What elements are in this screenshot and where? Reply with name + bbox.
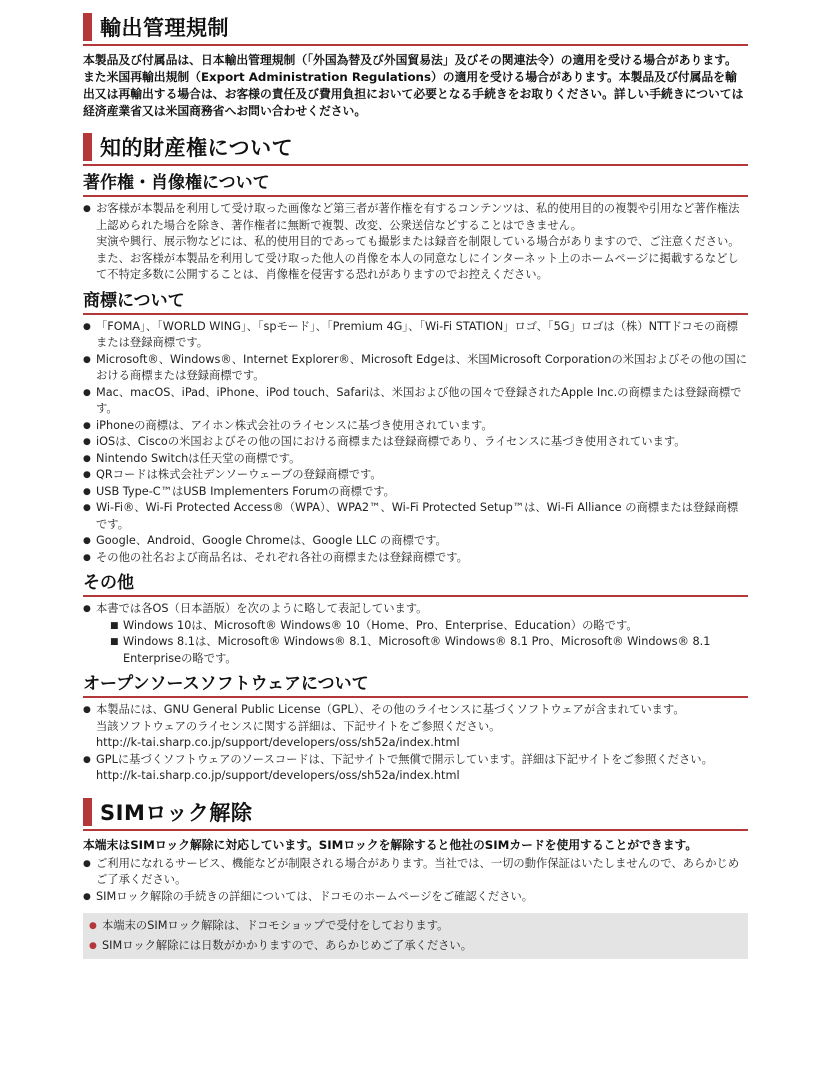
section-title: 輸出管理規制 (100, 16, 229, 40)
os-abbrev-list (96, 618, 748, 668)
heading-accent-bar (83, 798, 92, 826)
oss-list (83, 702, 748, 785)
section-heading-export (83, 10, 748, 46)
sub-list-item: ■ Windows 8.1は、Microsoft® Windows® 8.1、Microsoft® Windows® 8.1 Pro、Microsoft® Windows® 8.1 Enterpriseの略です。 (110, 634, 748, 667)
copyright-list (83, 201, 748, 284)
section-heading-ip (83, 130, 748, 166)
subheading-other: その他 (83, 572, 748, 597)
section-title: SIMロック解除 (100, 800, 253, 825)
list-item: ● お客様が本製品を利用して受け取った画像など第三者が著作権を有するコンテンツは、私的使用目的の複製や引用など著作権法上認められた場合を除き、著作権者に無断で複製、改変、公衆送信などすることはできません。 実演や興行、展示物などには、私的使用目的であっても撮影または録音を制限している場合がありますので、ご注意ください。また、お客様が本製品を利用して受け取った他人の肖像を本人の同意なしにインターネット上のホームページに掲載するなどして不特定多数に公開することは、肖像権を侵害する恐れがありますのでお控えください。 (83, 201, 748, 284)
oss-url: http://k-tai.sharp.co.jp/support/developers/oss/sh52a/index.html (96, 769, 460, 782)
list-item: ● 本書では各OS（日本語版）を次のように略して表記しています。 ■ Windows 10は、Microsoft® Windows® 10（Home、Pro、Enterprise、Education）の略です。 ■ Windows 8.1は、Microsoft® Windows® 8.1、Microsoft® Windows® 8.1 Pro、Microsoft® Windows® 8.1 Enterpriseの略です。 (83, 601, 748, 667)
list-item: ● Microsoft®、Windows®、Internet Explorer®、Microsoft Edgeは、米国Microsoft Corporationの米国およびその他の国における商標または登録商標です。 (83, 352, 748, 385)
list-item: ● Wi-Fi®、Wi-Fi Protected Access®（WPA）、WPA2™、Wi-Fi Protected Setup™は、Wi-Fi Alliance の商標または登録商標です。 (83, 500, 748, 533)
sim-body: 本端末はSIMロック解除に対応しています。SIMロックを解除すると他社のSIMカードを使用することができます。 (83, 837, 698, 852)
note-item: ● 本端末のSIMロック解除は、ドコモショップで受付をしております。 (89, 916, 742, 936)
list-item: ● USB Type-C™はUSB Implementers Forumの商標です。 (83, 484, 748, 501)
list-item: ● GPLに基づくソフトウェアのソースコードは、下記サイトで無償で開示しています。詳細は下記サイトをご参照ください。 http://k-tai.sharp.co.jp/support/developers/oss/sh52a/index.html (83, 752, 748, 785)
list-item: ● iPhoneの商標は、アイホン株式会社のライセンスに基づき使用されています。 (83, 418, 748, 435)
sim-list (83, 856, 748, 906)
export-body: 本製品及び付属品は、日本輸出管理規制（「外国為替及び外国貿易法」及びその関連法令）の適用を受ける場合があります。また米国再輸出規制（Export Administration Regulations）の適用を受ける場合があります。本製品及び付属品を輸出又は再輸出する場合は、お客様の責任及び費用負担において必要となる手続きをお取りください。詳しい手続きについては経済産業省又は米国商務省へお問い合わせください。 (83, 53, 744, 118)
section-heading-sim (83, 795, 748, 831)
section-title: 知的財産権について (100, 136, 294, 160)
trademark-list (83, 319, 748, 567)
sub-list-item: ■ Windows 10は、Microsoft® Windows® 10（Home、Pro、Enterprise、Education）の略です。 (110, 618, 748, 635)
list-item: ● Mac、macOS、iPad、iPhone、iPod touch、Safariは、米国および他の国々で登録されたApple Inc.の商標または登録商標です。 (83, 385, 748, 418)
list-item: ● QRコードは株式会社デンソーウェーブの登録商標です。 (83, 467, 748, 484)
list-item: ● 本製品には、GNU General Public License（GPL）、その他のライセンスに基づくソフトウェアが含まれています。 当該ソフトウェアのライセンスに関する詳細は、下記サイトをご参照ください。 http://k-tai.sharp.co.jp/support/developers/oss/sh52a/index.html (83, 702, 748, 752)
heading-accent-bar (83, 133, 92, 161)
subheading-copyright: 著作権・肖像権について (83, 172, 748, 197)
subheading-oss: オープンソースソフトウェアについて (83, 673, 748, 698)
list-item: ● ご利用になれるサービス、機能などが制限される場合があります。当社では、一切の動作保証はいたしませんので、あらかじめご了承ください。 (83, 856, 748, 889)
note-item: ● SIMロック解除には日数がかかりますので、あらかじめご了承ください。 (89, 936, 742, 956)
list-item: ● その他の社名および商品名は、それぞれ各社の商標または登録商標です。 (83, 550, 748, 567)
list-item: ● iOSは、Ciscoの米国およびその他の国における商標または登録商標であり、ライセンスに基づき使用されています。 (83, 434, 748, 451)
other-list (83, 601, 748, 667)
list-item: ● SIMロック解除の手続きの詳細については、ドコモのホームページをご確認ください。 (83, 889, 748, 906)
list-item: ● 「FOMA」、「WORLD WING」、「spモード」、「Premium 4G」、「Wi-Fi STATION」ロゴ、「5G」ロゴは（株）NTTドコモの商標または登録商標です。 (83, 319, 748, 352)
list-item: ● Nintendo Switchは任天堂の商標です。 (83, 451, 748, 468)
heading-accent-bar (83, 13, 92, 41)
oss-url: http://k-tai.sharp.co.jp/support/developers/oss/sh52a/index.html (96, 736, 460, 749)
sim-note-box (83, 913, 748, 959)
list-item: ● Google、Android、Google Chromeは、Google LLC の商標です。 (83, 533, 748, 550)
subheading-trademarks: 商標について (83, 290, 748, 315)
